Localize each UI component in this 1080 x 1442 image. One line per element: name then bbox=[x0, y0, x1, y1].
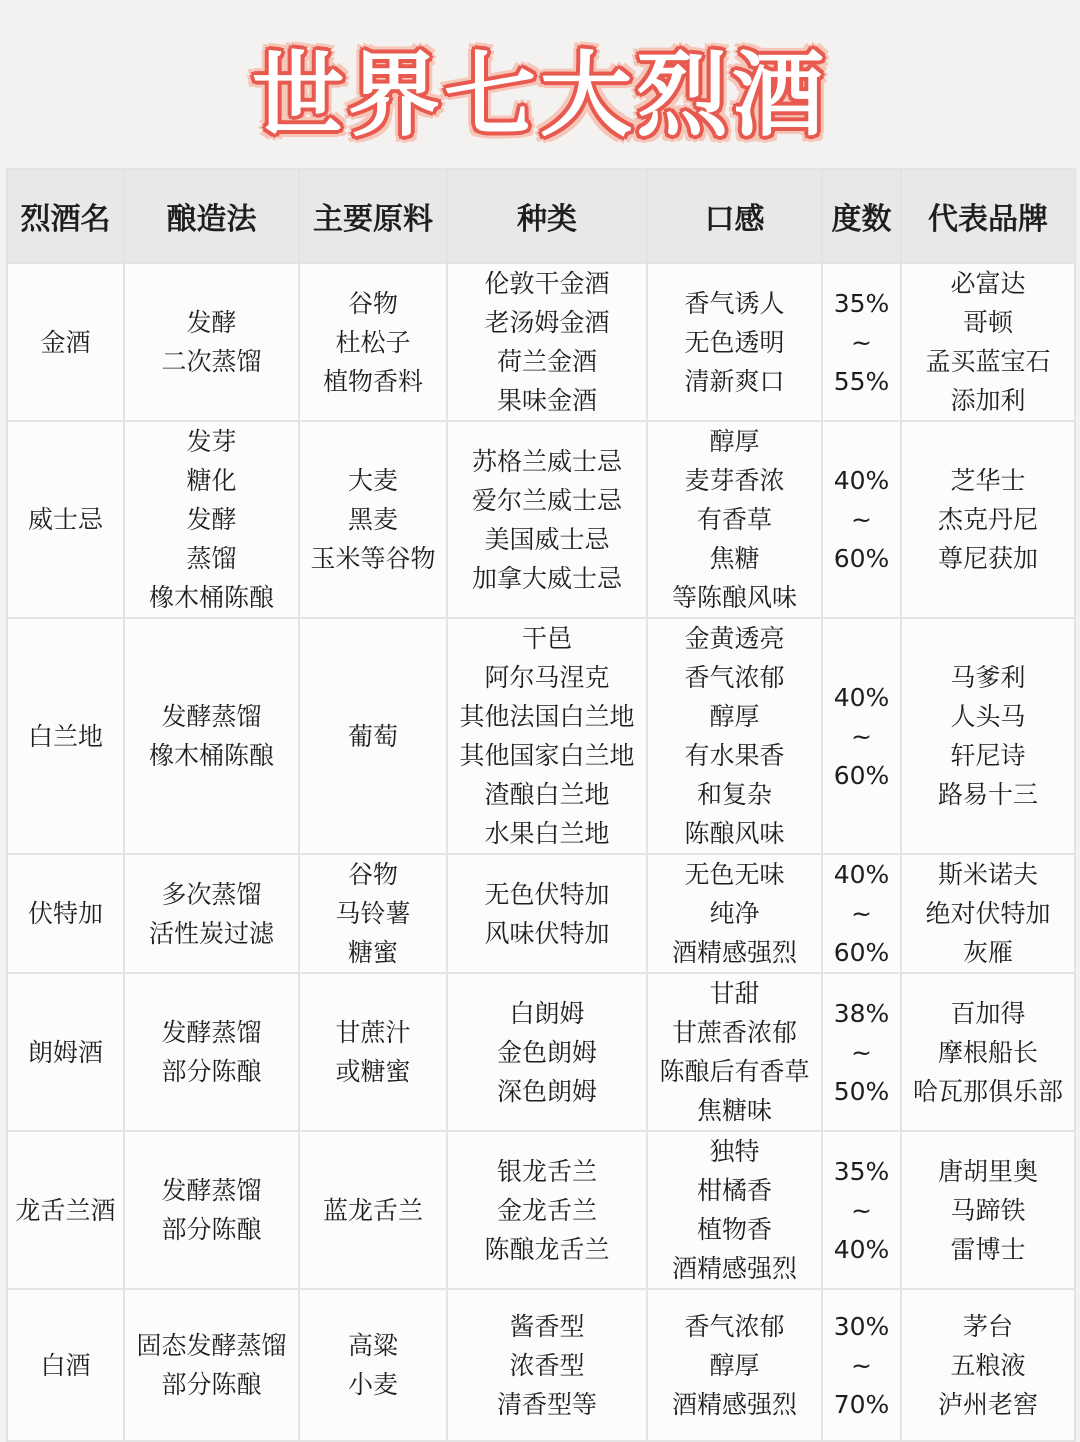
cell-abv: 38% ~ 50% bbox=[822, 973, 901, 1131]
header-types: 种类 bbox=[447, 169, 647, 263]
cell-taste: 金黄透亮 香气浓郁 醇厚 有水果香 和复杂 陈酿风味 bbox=[647, 618, 822, 854]
cell-abv: 40% ~ 60% bbox=[822, 421, 901, 618]
header-brands: 代表品牌 bbox=[901, 169, 1075, 263]
cell-brands: 马爹利 人头马 轩尼诗 路易十三 bbox=[901, 618, 1075, 854]
header-ingredients: 主要原料 bbox=[299, 169, 447, 263]
cell-name: 金酒 bbox=[7, 263, 124, 421]
cell-types: 白朗姆 金色朗姆 深色朗姆 bbox=[447, 973, 647, 1131]
cell-ingredients: 谷物 杜松子 植物香料 bbox=[299, 263, 447, 421]
table-row bbox=[7, 618, 1075, 854]
cell-types: 伦敦干金酒 老汤姆金酒 荷兰金酒 果味金酒 bbox=[447, 263, 647, 421]
header-method: 酿造法 bbox=[124, 169, 299, 263]
table-row bbox=[7, 854, 1075, 973]
cell-brands: 百加得 摩根船长 哈瓦那俱乐部 bbox=[901, 973, 1075, 1131]
spirits-table bbox=[6, 168, 1076, 1442]
cell-taste: 香气诱人 无色透明 清新爽口 bbox=[647, 263, 822, 421]
table-row bbox=[7, 1289, 1075, 1441]
cell-taste: 香气浓郁 醇厚 酒精感强烈 bbox=[647, 1289, 822, 1441]
cell-brands: 必富达 哥顿 孟买蓝宝石 添加利 bbox=[901, 263, 1075, 421]
cell-taste: 醇厚 麦芽香浓 有香草 焦糖 等陈酿风味 bbox=[647, 421, 822, 618]
cell-method: 发酵蒸馏 部分陈酿 bbox=[124, 1131, 299, 1289]
table-row bbox=[7, 973, 1075, 1131]
cell-ingredients: 蓝龙舌兰 bbox=[299, 1131, 447, 1289]
cell-ingredients: 谷物 马铃薯 糖蜜 bbox=[299, 854, 447, 973]
cell-method: 发酵 二次蒸馏 bbox=[124, 263, 299, 421]
header-abv: 度数 bbox=[822, 169, 901, 263]
cell-types: 干邑 阿尔马涅克 其他法国白兰地 其他国家白兰地 渣酿白兰地 水果白兰地 bbox=[447, 618, 647, 854]
header-row bbox=[7, 169, 1075, 263]
table-row bbox=[7, 421, 1075, 618]
cell-types: 无色伏特加 风味伏特加 bbox=[447, 854, 647, 973]
header-taste: 口感 bbox=[647, 169, 822, 263]
cell-brands: 斯米诺夫 绝对伏特加 灰雁 bbox=[901, 854, 1075, 973]
cell-ingredients: 葡萄 bbox=[299, 618, 447, 854]
cell-method: 发酵蒸馏 部分陈酿 bbox=[124, 973, 299, 1131]
cell-name: 白兰地 bbox=[7, 618, 124, 854]
cell-brands: 茅台 五粮液 泸州老窖 bbox=[901, 1289, 1075, 1441]
cell-taste: 甘甜 甘蔗香浓郁 陈酿后有香草 焦糖味 bbox=[647, 973, 822, 1131]
cell-name: 龙舌兰酒 bbox=[7, 1131, 124, 1289]
cell-name: 朗姆酒 bbox=[7, 973, 124, 1131]
cell-abv: 30% ~ 70% bbox=[822, 1289, 901, 1441]
cell-taste: 独特 柑橘香 植物香 酒精感强烈 bbox=[647, 1131, 822, 1289]
cell-ingredients: 高粱 小麦 bbox=[299, 1289, 447, 1441]
cell-abv: 35% ~ 55% bbox=[822, 263, 901, 421]
cell-abv: 40% ~ 60% bbox=[822, 618, 901, 854]
cell-ingredients: 甘蔗汁 或糖蜜 bbox=[299, 973, 447, 1131]
table-row bbox=[7, 263, 1075, 421]
cell-types: 酱香型 浓香型 清香型等 bbox=[447, 1289, 647, 1441]
cell-method: 多次蒸馏 活性炭过滤 bbox=[124, 854, 299, 973]
cell-name: 威士忌 bbox=[7, 421, 124, 618]
cell-method: 发芽 糖化 发酵 蒸馏 橡木桶陈酿 bbox=[124, 421, 299, 618]
cell-name: 白酒 bbox=[7, 1289, 124, 1441]
header-name: 烈酒名 bbox=[7, 169, 124, 263]
cell-method: 固态发酵蒸馏 部分陈酿 bbox=[124, 1289, 299, 1441]
cell-abv: 35% ~ 40% bbox=[822, 1131, 901, 1289]
cell-brands: 芝华士 杰克丹尼 尊尼获加 bbox=[901, 421, 1075, 618]
page-title: 世界七大烈酒 bbox=[251, 42, 828, 149]
cell-types: 苏格兰威士忌 爱尔兰威士忌 美国威士忌 加拿大威士忌 bbox=[447, 421, 647, 618]
cell-ingredients: 大麦 黑麦 玉米等谷物 bbox=[299, 421, 447, 618]
cell-abv: 40% ~ 60% bbox=[822, 854, 901, 973]
title-banner bbox=[0, 18, 1080, 158]
cell-taste: 无色无味 纯净 酒精感强烈 bbox=[647, 854, 822, 973]
cell-name: 伏特加 bbox=[7, 854, 124, 973]
cell-brands: 唐胡里奥 马蹄铁 雷博士 bbox=[901, 1131, 1075, 1289]
cell-method: 发酵蒸馏 橡木桶陈酿 bbox=[124, 618, 299, 854]
table-row bbox=[7, 1131, 1075, 1289]
cell-types: 银龙舌兰 金龙舌兰 陈酿龙舌兰 bbox=[447, 1131, 647, 1289]
